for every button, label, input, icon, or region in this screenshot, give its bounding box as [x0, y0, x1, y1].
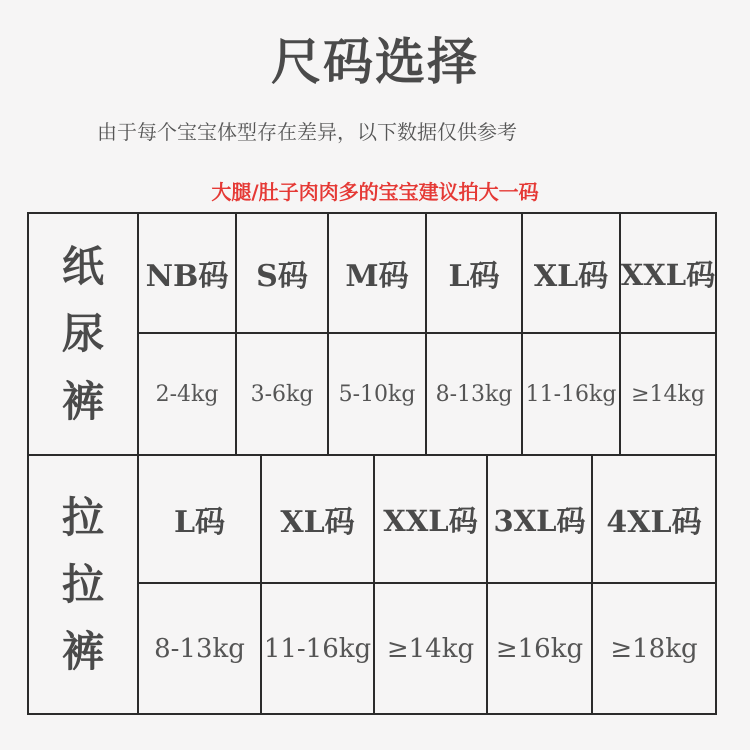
size-chart-table: [27, 212, 717, 715]
diaper-weight-xxl: ≥14kg: [631, 381, 705, 407]
diaper-size-l: L码: [427, 214, 523, 334]
page-title: 尺码选择: [271, 32, 479, 91]
diapers-section-label: [29, 214, 139, 454]
pullup-weight-xl: 11-16kg: [262, 584, 375, 713]
pullups-label-char: 拉: [61, 492, 104, 542]
diaper-weight-m: 5-10kg: [329, 334, 427, 454]
pullup-weight-4xl: ≥18kg: [610, 633, 698, 664]
pullup-weight-l: 8-13kg: [139, 584, 262, 713]
disclaimer-text: 由于每个宝宝体型存在差异，以下数据仅供参考: [97, 120, 517, 144]
pullup-size-xxl: XXL码: [375, 456, 488, 584]
diaper-size-xxl: XXL码: [621, 214, 715, 334]
pullup-size-l: L码: [139, 456, 262, 584]
pullups-label-char: 拉: [61, 559, 104, 609]
diaper-weight-nb: 2-4kg: [139, 334, 237, 454]
pullups-label-char: 裤: [61, 627, 104, 677]
diaper-size-s: S码: [237, 214, 329, 334]
pullup-weight-xxl: ≥14kg: [375, 584, 488, 713]
diaper-weight-s: 3-6kg: [237, 334, 329, 454]
size-up-tip: 大腿/肚子肉肉多的宝宝建议拍大一码: [211, 180, 539, 204]
pullups-section-label: [29, 456, 139, 713]
diaper-size-xl: XL码: [523, 214, 621, 334]
diaper-size-nb: NB码: [139, 214, 237, 334]
pullup-size-4xl: 4XL码: [593, 456, 715, 584]
diaper-weight-l: 8-13kg: [427, 334, 523, 454]
diapers-label-char: 纸: [61, 242, 104, 292]
diapers-label-char: 尿: [61, 309, 104, 359]
pullup-size-3xl: 3XL码: [488, 456, 593, 584]
pullup-size-xl: XL码: [262, 456, 375, 584]
diaper-weight-xl: 11-16kg: [523, 334, 621, 454]
diaper-size-m: M码: [329, 214, 427, 334]
pullup-weight-3xl: ≥16kg: [488, 584, 593, 713]
diapers-label-char: 裤: [61, 376, 104, 426]
